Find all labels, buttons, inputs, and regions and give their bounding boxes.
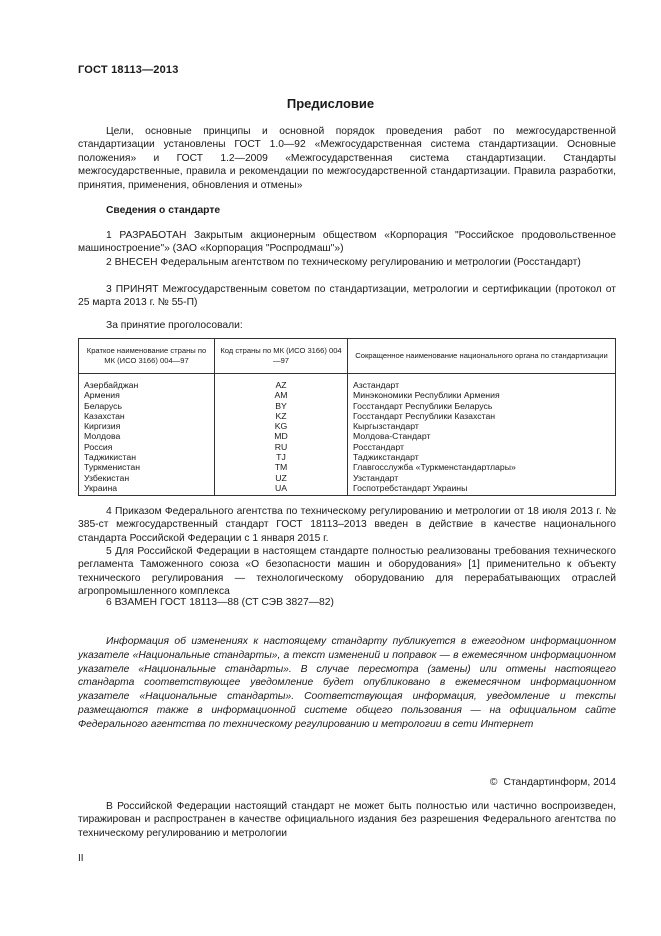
table-row (79, 411, 616, 421)
table-row (79, 442, 616, 452)
item-replaces: 6 ВЗАМЕН ГОСТ 18113—88 (СТ СЭВ 3827—82) (106, 597, 334, 608)
item-adopted: 3 ПРИНЯТ Межгосударственным советом по стандартизации, метрологии и сертификации (протокол от 25 марта 2013 г. № 55-П) (78, 284, 616, 309)
cell-body: Госпотребстандарт Украины (348, 483, 616, 496)
cell-country: Армения (79, 390, 215, 400)
cell-country: Россия (79, 442, 215, 452)
cell-body: Азстандарт (348, 374, 616, 391)
cell-body: Кыргызстандарт (348, 421, 616, 431)
table-row (79, 473, 616, 483)
table-row (79, 431, 616, 441)
cell-code: UA (215, 483, 348, 496)
document-number-header: ГОСТ 18113—2013 (78, 64, 179, 76)
page-title: Предисловие (286, 96, 375, 111)
cell-country: Таджикистан (79, 452, 215, 462)
cell-body: Госстандарт Республики Казахстан (348, 411, 616, 421)
cell-body: Госстандарт Республики Беларусь (348, 401, 616, 411)
cell-code: RU (215, 442, 348, 452)
page-number: II (78, 853, 84, 864)
copyright (420, 777, 616, 788)
copyright-text: Стандартинформ, 2014 (503, 777, 616, 788)
cell-code: KG (215, 421, 348, 431)
cell-country: Туркменистан (79, 462, 215, 472)
cell-body: Молдова-Стандарт (348, 431, 616, 441)
column-header-body: Сокращенное наименование национального органа по стандартизации (348, 339, 616, 374)
table-row (79, 421, 616, 431)
cell-code: BY (215, 401, 348, 411)
cell-country: Украина (79, 483, 215, 496)
info-heading: Сведения о стандарте (106, 205, 221, 216)
cell-country: Казахстан (79, 411, 215, 421)
table-header-row (79, 339, 616, 374)
table-row (79, 462, 616, 472)
item-requirements: 5 Для Российской Федерации в настоящем стандарте полностью реализованы требования технического регламента Таможенного союза «О безопасности машин и оборудования» [1] применительно к объекту технического регулирования — технологическому оборудованию для перерабатывающих отраслей агропромышленного комплекса (78, 546, 616, 598)
table-row (79, 390, 616, 400)
cell-country: Узбекистан (79, 473, 215, 483)
item-developed: 1 РАЗРАБОТАН Закрытым акционерным обществом «Корпорация "Российское продовольственное машиностроение"» (ЗАО «Корпорация "Роспродмаш"») (78, 230, 616, 255)
cell-body: Таджикстандарт (348, 452, 616, 462)
table-row (79, 374, 616, 391)
column-header-country: Краткое наименование страны по МК (ИСО 3166) 004—97 (79, 339, 215, 374)
item-introduced: 2 ВНЕСЕН Федеральным агентством по техническому регулированию и метрологии (Росстандарт) (106, 257, 581, 268)
item-order: 4 Приказом Федерального агентства по техническому регулированию и метрологии от 18 июля 2013 г. № 385-ст межгосударственный стандарт ГОСТ 18113–2013 введен в действие в качестве национального стандарта Российской Федерации с 1 января 2015 г. (78, 506, 616, 544)
cell-code: AZ (215, 374, 348, 391)
cell-body: Главгосслужба «Туркменстандартлары» (348, 462, 616, 472)
cell-body: Узстандарт (348, 473, 616, 483)
cell-country: Киргизия (79, 421, 215, 431)
table-body (79, 374, 616, 496)
cell-code: KZ (215, 411, 348, 421)
cell-country: Азербайджан (79, 374, 215, 391)
cell-code: AM (215, 390, 348, 400)
table-row (79, 452, 616, 462)
voting-countries-table (78, 338, 616, 496)
info-notice: Информация об изменениях к настоящему стандарту публикуется в ежегодном информационном указателе «Национальные стандарты», а текст изменений и поправок — в ежемесячном информационном указателе «Национальные стандарты». В случае пересмотра (замены) или отмены настоящего стандарта соответствующее уведомление будет опубликовано в ежемесячном информационном указателе «Национальные стандарты». Соответствующая информация, уведомление и тексты размещаются также в информационной системе общего пользования — на официальном сайте Федерального агентства по техническому регулированию и метрологии в сети Интернет (78, 636, 616, 730)
cell-country: Молдова (79, 431, 215, 441)
reproduction-notice: В Российской Федерации настоящий стандарт не может быть полностью или частично воспроизведен, тиражирован и распространен в качестве официального издания без разрешения Федерального агентства по техническому регулированию и метрологии (78, 801, 616, 839)
copyright-symbol: © (489, 777, 498, 788)
cell-body: Росстандарт (348, 442, 616, 452)
table-row (79, 483, 616, 496)
column-header-code: Код страны по МК (ИСО 3166) 004—97 (215, 339, 348, 374)
intro-paragraph: Цели, основные принципы и основной порядок проведения работ по межгосударственной стандартизации установлены ГОСТ 1.0—92 «Межгосударственная система стандартизации. Основные положения» и ГОСТ 1.2—2009 «Межгосударственная система стандартизации. Стандарты межгосударственные, правила и рекомендации по межгосударственной стандартизации. Правила разработки, принятия, применения, обновления и отмены» (78, 126, 616, 191)
cell-body: Минэкономики Республики Армения (348, 390, 616, 400)
cell-code: TJ (215, 452, 348, 462)
cell-country: Беларусь (79, 401, 215, 411)
cell-code: MD (215, 431, 348, 441)
voted-label: За принятие проголосовали: (106, 320, 243, 331)
cell-code: TM (215, 462, 348, 472)
cell-code: UZ (215, 473, 348, 483)
table-row (79, 401, 616, 411)
